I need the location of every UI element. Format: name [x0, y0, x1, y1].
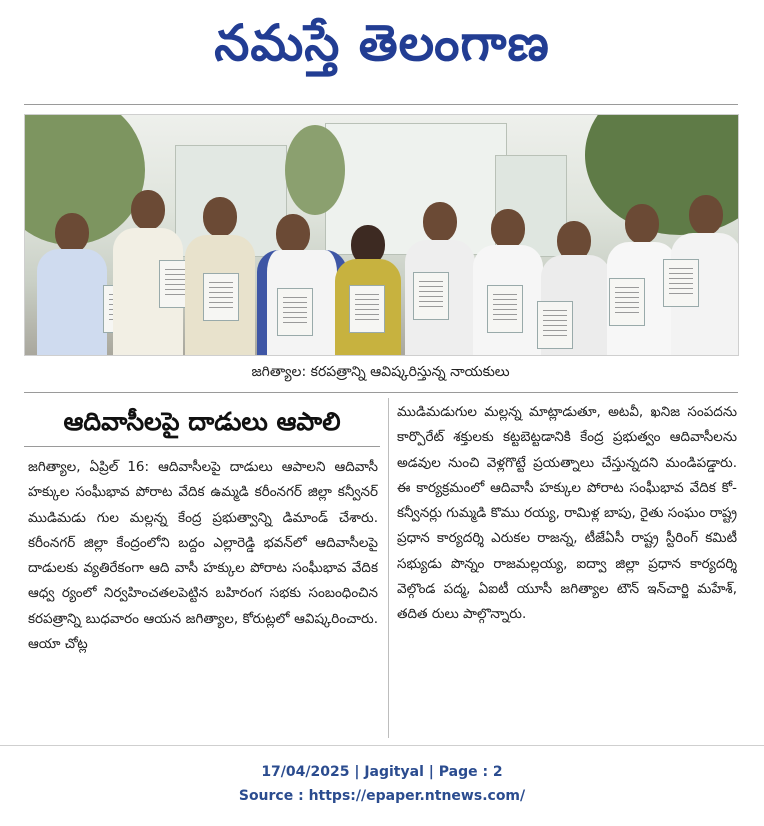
article-column-2: ముడిమడుగుల మల్లన్న మాట్లాడుతూ, అటవీ, ఖనిజ సంపదను కార్పొరేట్ శక్తులకు కట్టబెట్టడానికి కేంద్ర ప్రభుత్వం ఆదివాసీలను అడవుల నుంచి వెళ్లగొట్టే ప్రయత్నాలు చేస్తున్నదని మండిపడ్డారు. ఈ కార్యక్రమంలో ఆదివాసీ హక్కుల పోరాట సంఘీభావ వేదిక కో-కన్వీనర్లు గుమ్మడి కొము రయ్య, రామిళ్ల బాపు, రైతు సంఘం రాష్ట్ర ప్రధాన కార్యదర్శి ఎరుకల రాజన్న, టీజేఏసీ రాష్ట్ర స్టీరింగ్ కమిటీ సభ్యుడు పొన్నం రాజమల్లయ్య, ఐద్వా జిల్లా ప్రధాన కార్యదర్శి వెల్గొండ పద్మ, ఏఐటీ యూసీ జగిత్యాల టౌన్ ఇన్‌చార్జి మహేశ్, తదిత రులు పాల్గొన్నారు. — [397, 404, 737, 623]
footer-date-line: 17/04/2025 | Jagityal | Page : 2 — [261, 764, 503, 780]
masthead-divider — [24, 104, 738, 105]
article-column-1: జగిత్యాల, ఏప్రిల్ 16: ఆదివాసీలపై దాడులు ఆపాలని ఆదివాసీ హక్కుల సంఘీభావ పోరాట వేదిక ఉమ్మడి కరీంనగర్ జిల్లా కన్వీనర్ ముడిమడు గుల మల్లన్న కేంద్ర ప్రభుత్వాన్ని డిమాండ్ చేశారు. కరీంనగర్ జిల్లా కేంద్రంలోని బద్దం ఎల్లారెడ్డి భవన్‌లో ఆదివాసీలపై దాడులకు వ్యతిరేకంగా ఆది వాసీ హక్కుల పోరాట సంఘీభావ వేదిక ఆధ్వ ర్యంలో నిర్వహించతలపెట్టిన బహిరంగ సభకు సంబంధించిన కరపత్రాన్ని బుధవారం ఆయన జగిత్యాల, కోరుట్లలో ఆవిష్కరించారు. ఆయా చోట్ల — [28, 459, 378, 653]
caption-divider — [24, 392, 738, 393]
masthead-title: నమస్తే తెలంగాణ — [214, 14, 550, 72]
headline-divider — [24, 446, 380, 447]
article-headline: ఆదివాసీలపై దాడులు ఆపాలి — [63, 407, 341, 436]
column-separator — [388, 398, 389, 738]
news-photo — [24, 114, 739, 356]
footer-divider — [0, 745, 764, 746]
photo-caption: జగిత్యాల: కరపత్రాన్ని ఆవిష్కరిస్తున్న నాయకులు — [251, 364, 510, 380]
footer-source-line: Source : https://epaper.ntnews.com/ — [238, 788, 526, 804]
